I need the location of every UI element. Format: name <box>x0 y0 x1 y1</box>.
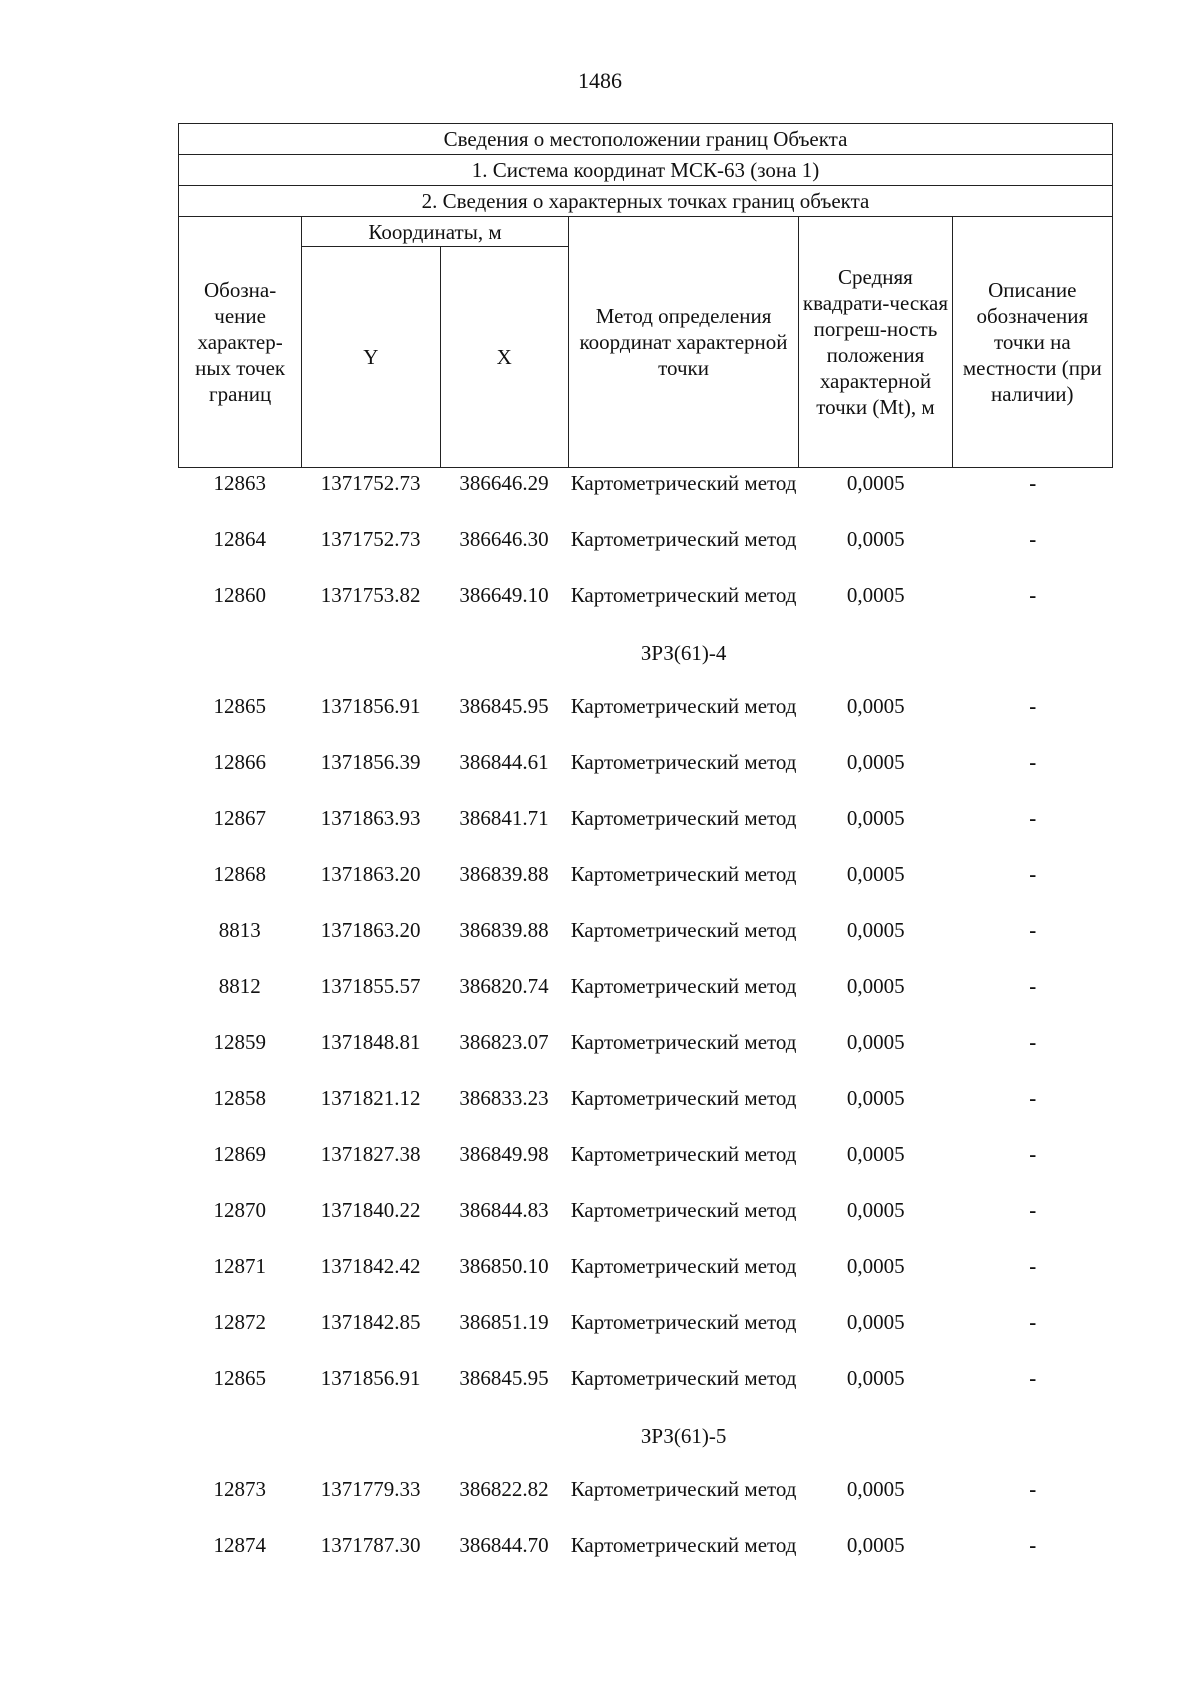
point-id-cell: 8813 <box>218 918 261 942</box>
boundary-points-table <box>178 469 1113 1587</box>
table-row <box>178 1252 1113 1308</box>
table-row <box>178 1308 1113 1364</box>
empty-cell <box>178 1420 568 1475</box>
method-cell: Картометрический метод <box>570 1254 797 1278</box>
error-cell: 0,0005 <box>846 918 905 942</box>
coordinate-x-cell: 386849.98 <box>459 1142 549 1166</box>
point-id-cell: 12870 <box>213 1198 266 1222</box>
column-header-error: Средняя квадрати-ческая погреш-ность положения характерной точки (Mt), м <box>799 217 952 468</box>
description-cell: - <box>1029 918 1037 942</box>
method-cell: Картометрический метод <box>570 583 797 607</box>
description-cell: - <box>1029 694 1037 718</box>
coordinate-x-cell: 386845.95 <box>459 1366 549 1390</box>
method-cell: Картометрический метод <box>570 1366 797 1390</box>
coordinate-x-cell: 386851.19 <box>459 1310 549 1334</box>
coordinate-y-cell: 1371827.38 <box>320 1142 421 1166</box>
coordinate-y-cell: 1371863.20 <box>320 918 421 942</box>
method-cell: Картометрический метод <box>570 1533 797 1557</box>
error-cell: 0,0005 <box>846 1310 905 1334</box>
section-title: 2. Сведения о характерных точках границ объекта <box>179 186 1113 217</box>
method-cell: Картометрический метод <box>570 527 797 551</box>
table-row <box>178 916 1113 972</box>
coordinate-x-cell: 386839.88 <box>459 918 549 942</box>
column-header-coordinates: Координаты, м <box>302 217 569 247</box>
coordinate-y-cell: 1371856.91 <box>320 694 421 718</box>
error-cell: 0,0005 <box>846 471 905 495</box>
error-cell: 0,0005 <box>846 974 905 998</box>
description-cell: - <box>1029 1030 1037 1054</box>
coordinate-y-cell: 1371752.73 <box>320 471 421 495</box>
coordinate-y-cell: 1371787.30 <box>320 1533 421 1557</box>
table-row <box>178 1196 1113 1252</box>
error-cell: 0,0005 <box>846 1477 905 1501</box>
method-cell: Картометрический метод <box>570 918 797 942</box>
error-cell: 0,0005 <box>846 1366 905 1390</box>
column-header-method: Метод определения координат характерной точки <box>568 217 798 468</box>
group-heading-row <box>178 637 1113 692</box>
coordinate-x-cell: 386823.07 <box>459 1030 549 1054</box>
group-heading-row <box>178 1420 1113 1475</box>
coordinate-x-cell: 386649.10 <box>459 583 549 607</box>
column-header-y: Y <box>302 247 440 468</box>
method-cell: Картометрический метод <box>570 1310 797 1334</box>
point-id-cell: 12867 <box>213 806 266 830</box>
error-cell: 0,0005 <box>846 527 905 551</box>
description-cell: - <box>1029 1477 1037 1501</box>
error-cell: 0,0005 <box>846 1030 905 1054</box>
table-row <box>178 469 1113 525</box>
coordinate-x-cell: 386822.82 <box>459 1477 549 1501</box>
column-header-x: X <box>440 247 568 468</box>
coordinate-y-cell: 1371856.91 <box>320 1366 421 1390</box>
method-cell: Картометрический метод <box>570 1030 797 1054</box>
error-cell: 0,0005 <box>846 1198 905 1222</box>
error-cell: 0,0005 <box>846 806 905 830</box>
table-row <box>178 692 1113 748</box>
error-cell: 0,0005 <box>846 862 905 886</box>
point-id-cell: 12864 <box>213 527 266 551</box>
table-row <box>178 1084 1113 1140</box>
method-cell: Картометрический метод <box>570 1142 797 1166</box>
method-cell: Картометрический метод <box>570 1198 797 1222</box>
coordinate-y-cell: 1371821.12 <box>320 1086 421 1110</box>
group-label: ЗРЗ(61)-5 <box>640 1424 727 1448</box>
point-id-cell: 8812 <box>218 974 261 998</box>
error-cell: 0,0005 <box>846 583 905 607</box>
empty-cell <box>799 637 1113 692</box>
boundary-header-table <box>178 123 1113 468</box>
description-cell: - <box>1029 1310 1037 1334</box>
coordinate-x-cell: 386833.23 <box>459 1086 549 1110</box>
point-id-cell: 12868 <box>213 862 266 886</box>
empty-cell <box>178 637 568 692</box>
coordinate-y-cell: 1371842.85 <box>320 1310 421 1334</box>
table-row <box>178 525 1113 581</box>
description-cell: - <box>1029 1086 1037 1110</box>
coordinate-x-cell: 386839.88 <box>459 862 549 886</box>
table-row <box>178 581 1113 637</box>
point-id-cell: 12874 <box>213 1533 266 1557</box>
coordinate-x-cell: 386820.74 <box>459 974 549 998</box>
coordinate-y-cell: 1371753.82 <box>320 583 421 607</box>
coordinate-x-cell: 386844.83 <box>459 1198 549 1222</box>
coordinate-x-cell: 386646.30 <box>459 527 549 551</box>
method-cell: Картометрический метод <box>570 471 797 495</box>
coordinate-y-cell: 1371855.57 <box>320 974 421 998</box>
table-row <box>178 1028 1113 1084</box>
description-cell: - <box>1029 806 1037 830</box>
table-row <box>178 804 1113 860</box>
coordinate-x-cell: 386844.61 <box>459 750 549 774</box>
coordinate-system-title: 1. Система координат МСК-63 (зона 1) <box>179 155 1113 186</box>
coordinate-x-cell: 386844.70 <box>459 1533 549 1557</box>
point-id-cell: 12871 <box>213 1254 266 1278</box>
error-cell: 0,0005 <box>846 750 905 774</box>
method-cell: Картометрический метод <box>570 694 797 718</box>
point-id-cell: 12873 <box>213 1477 266 1501</box>
group-label: ЗРЗ(61)-4 <box>640 641 727 665</box>
coordinate-y-cell: 1371863.93 <box>320 806 421 830</box>
method-cell: Картометрический метод <box>570 806 797 830</box>
method-cell: Картометрический метод <box>570 1086 797 1110</box>
table-row <box>178 972 1113 1028</box>
point-id-cell: 12865 <box>213 694 266 718</box>
error-cell: 0,0005 <box>846 1142 905 1166</box>
coordinate-y-cell: 1371842.42 <box>320 1254 421 1278</box>
table-row <box>178 1364 1113 1420</box>
table-row <box>178 748 1113 804</box>
description-cell: - <box>1029 1142 1037 1166</box>
point-id-cell: 12866 <box>213 750 266 774</box>
table-row <box>178 1531 1113 1587</box>
point-id-cell: 12869 <box>213 1142 266 1166</box>
description-cell: - <box>1029 471 1037 495</box>
description-cell: - <box>1029 862 1037 886</box>
method-cell: Картометрический метод <box>570 1477 797 1501</box>
table-row <box>178 1475 1113 1531</box>
column-header-description: Описание обозначения точки на местности (при наличии) <box>952 217 1112 468</box>
error-cell: 0,0005 <box>846 1533 905 1557</box>
error-cell: 0,0005 <box>846 1254 905 1278</box>
coordinate-x-cell: 386646.29 <box>459 471 549 495</box>
description-cell: - <box>1029 974 1037 998</box>
error-cell: 0,0005 <box>846 694 905 718</box>
coordinate-y-cell: 1371752.73 <box>320 527 421 551</box>
coordinate-y-cell: 1371848.81 <box>320 1030 421 1054</box>
coordinate-x-cell: 386845.95 <box>459 694 549 718</box>
coordinate-x-cell: 386850.10 <box>459 1254 549 1278</box>
empty-cell <box>799 1420 1113 1475</box>
method-cell: Картометрический метод <box>570 750 797 774</box>
description-cell: - <box>1029 750 1037 774</box>
coordinate-y-cell: 1371840.22 <box>320 1198 421 1222</box>
point-id-cell: 12858 <box>213 1086 266 1110</box>
error-cell: 0,0005 <box>846 1086 905 1110</box>
point-id-cell: 12863 <box>213 471 266 495</box>
description-cell: - <box>1029 527 1037 551</box>
description-cell: - <box>1029 1254 1037 1278</box>
coordinate-x-cell: 386841.71 <box>459 806 549 830</box>
description-cell: - <box>1029 583 1037 607</box>
method-cell: Картометрический метод <box>570 862 797 886</box>
point-id-cell: 12865 <box>213 1366 266 1390</box>
coordinate-y-cell: 1371779.33 <box>320 1477 421 1501</box>
point-id-cell: 12859 <box>213 1030 266 1054</box>
method-cell: Картометрический метод <box>570 974 797 998</box>
description-cell: - <box>1029 1198 1037 1222</box>
description-cell: - <box>1029 1366 1037 1390</box>
table-row <box>178 860 1113 916</box>
points-table-body <box>178 469 1113 1587</box>
table-title: Сведения о местоположении границ Объекта <box>179 124 1113 155</box>
table-row <box>178 1140 1113 1196</box>
coordinate-y-cell: 1371863.20 <box>320 862 421 886</box>
coordinate-y-cell: 1371856.39 <box>320 750 421 774</box>
point-id-cell: 12872 <box>213 1310 266 1334</box>
page-number: 1486 <box>578 68 622 93</box>
column-header-designation: Обозна-чение характер-ных точек границ <box>179 217 302 468</box>
description-cell: - <box>1029 1533 1037 1557</box>
point-id-cell: 12860 <box>213 583 266 607</box>
